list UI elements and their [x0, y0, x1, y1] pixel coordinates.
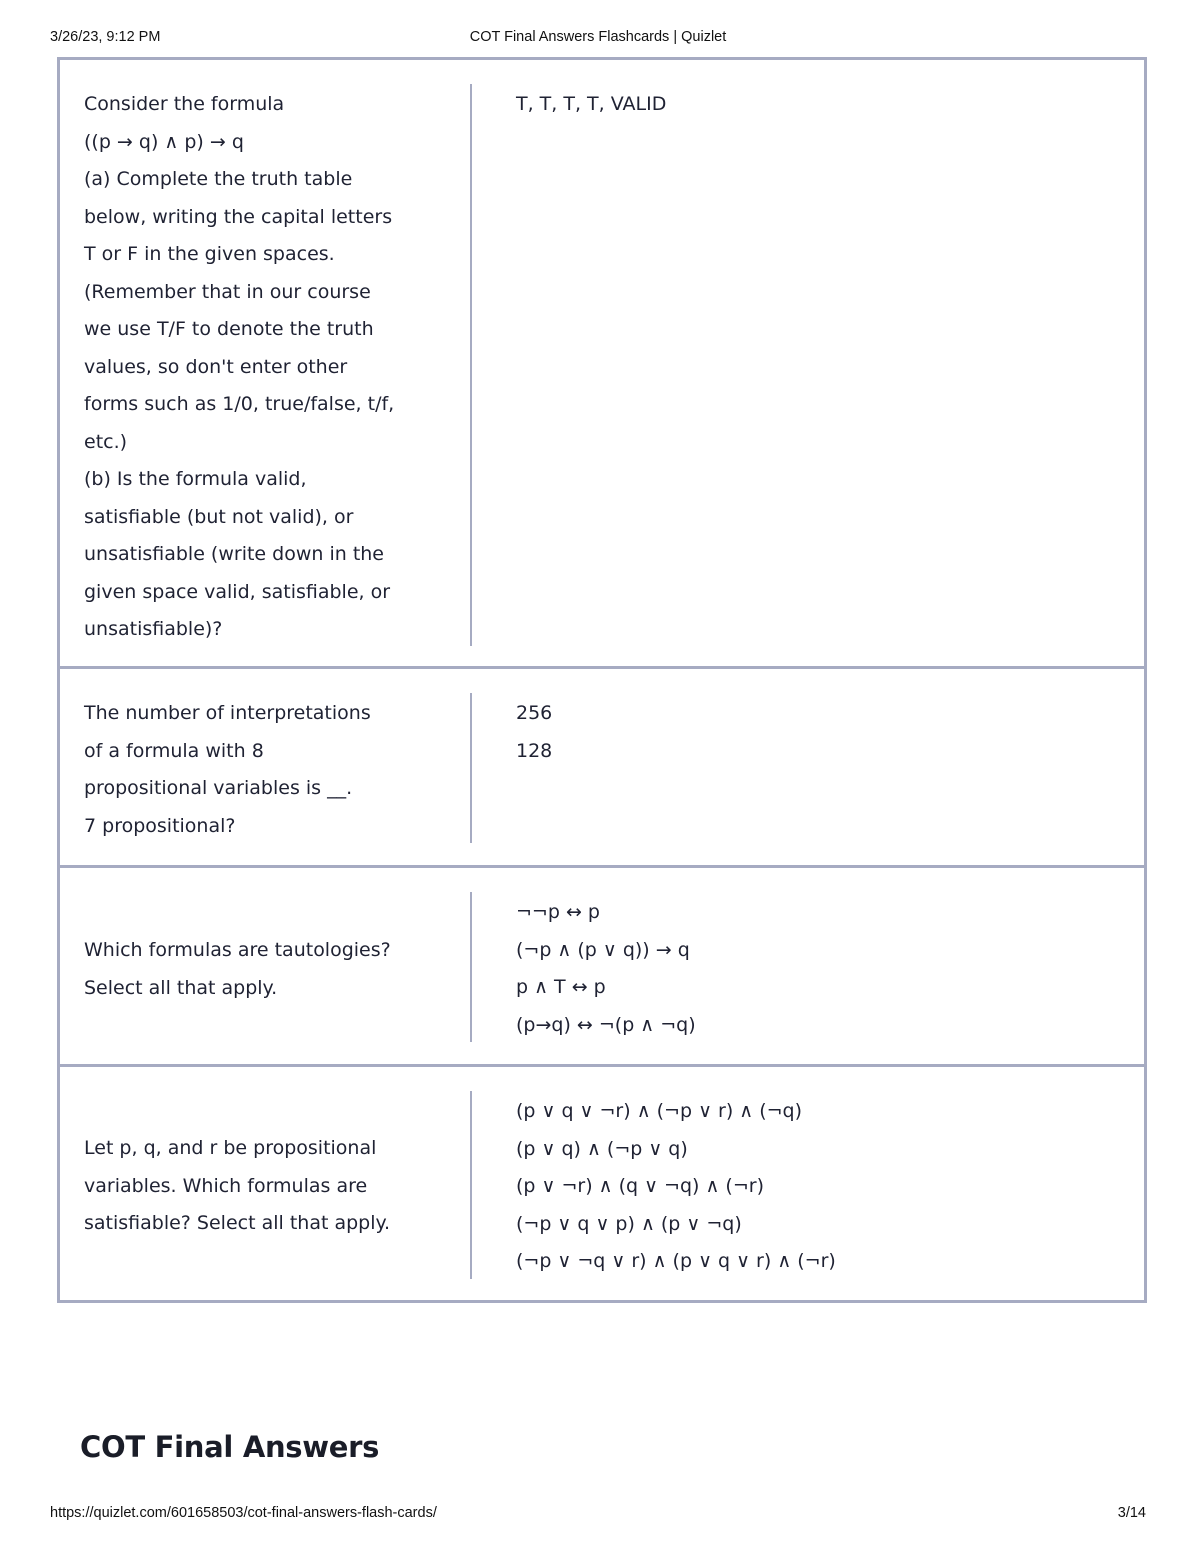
flashcard [57, 666, 1147, 868]
flashcard [57, 865, 1147, 1067]
definition-line: 128 [516, 739, 553, 762]
print-url: https://quizlet.com/601658503/cot-final-answers-flash-cards/ [50, 1505, 437, 1521]
card-definition [516, 894, 1116, 1044]
definition-line: ¬¬p ↔ p [516, 901, 600, 923]
card-term: Consider the formula ((p → q) ∧ p) → q (a) Complete the truth table below, writing the capital letters T or F in the given spaces. (Remember that in our course we use T/F to denote the truth values, so don't enter other forms such as 1/0, true/false, t/f, etc.) (b) Is the formula valid, satisfiable (but not valid), or unsatisfiable (write down in the given space valid, satisfiable, or unsatisfiable)? [84, 93, 395, 640]
print-page-title: COT Final Answers Flashcards | Quizlet [469, 29, 727, 45]
definition-line: (¬p ∨ ¬q ∨ r) ∧ (p ∨ q ∨ r) ∧ (¬r) [516, 1250, 836, 1272]
card-term: Which formulas are tautologies? Select all that apply. [84, 939, 391, 999]
definition-line: (p→q) ↔ ¬(p ∧ ¬q) [516, 1013, 696, 1036]
deck-title: COT Final Answers [80, 1430, 380, 1464]
definition-line: (p ∨ q) ∧ (¬p ∨ q) [516, 1137, 688, 1160]
card-definition [516, 1093, 1116, 1281]
card-definition [516, 86, 1116, 124]
print-page-number: 3/14 [1117, 1505, 1146, 1521]
card-divider [470, 1091, 472, 1279]
flashcard [57, 1064, 1147, 1303]
flashcard [57, 57, 1147, 669]
card-definition [516, 695, 1116, 770]
card-term: The number of interpretations of a formula with 8 propositional variables is __. 7 propositional? [84, 702, 371, 837]
definition-line: p ∧ T ↔ p [516, 976, 606, 998]
definition-line: (¬p ∧ (p ∨ q)) → q [516, 938, 690, 961]
definition-line: (¬p ∨ q ∨ p) ∧ (p ∨ ¬q) [516, 1212, 742, 1235]
card-term: Let p, q, and r be propositional variables. Which formulas are satisfiable? Select all that apply. [84, 1137, 391, 1234]
print-header [50, 29, 1146, 49]
card-divider [470, 892, 472, 1042]
definition-line: T, T, T, T, VALID [516, 93, 667, 115]
print-footer [50, 1505, 1146, 1525]
definition-line: (p ∨ ¬r) ∧ (q ∨ ¬q) ∧ (¬r) [516, 1175, 764, 1197]
definition-line: 256 [516, 702, 553, 724]
card-divider [470, 693, 472, 843]
card-divider [470, 84, 472, 646]
definition-line: (p ∨ q ∨ ¬r) ∧ (¬p ∨ r) ∧ (¬q) [516, 1100, 803, 1122]
print-datetime: 3/26/23, 9:12 PM [50, 29, 161, 45]
